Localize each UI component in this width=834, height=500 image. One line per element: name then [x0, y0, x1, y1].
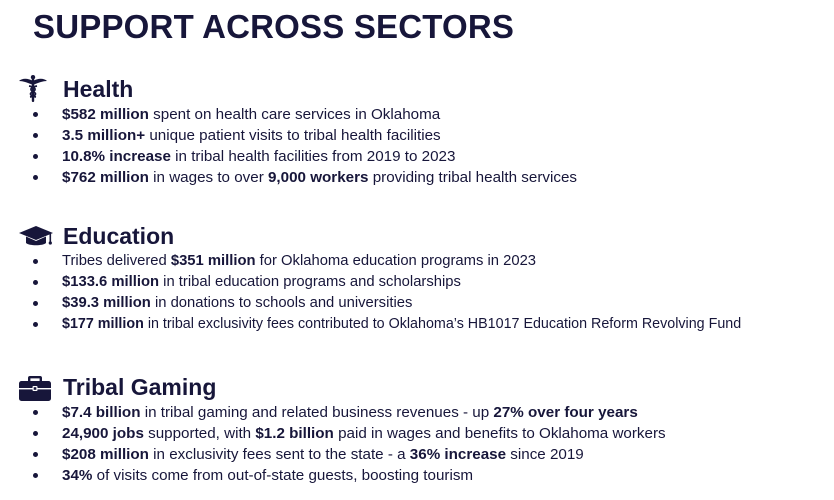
education-section	[18, 221, 834, 335]
list-item	[18, 465, 834, 486]
education-header	[18, 221, 834, 251]
list-item	[18, 423, 834, 444]
stat-value: $177 million	[62, 316, 144, 332]
health-header	[18, 74, 834, 104]
education-list	[18, 251, 834, 335]
stat-text: in tribal health facilities from 2019 to 2023	[170, 148, 456, 165]
page-title: SUPPORT ACROSS SECTORS	[33, 8, 515, 45]
graduation-cap-icon	[18, 221, 60, 251]
health-title: Health	[63, 75, 134, 102]
stat-text: in wages to over	[148, 169, 268, 186]
tribal-gaming-title: Tribal Gaming	[63, 373, 217, 400]
stat-value: 27% over four years	[493, 404, 638, 421]
stat-text: in tribal education programs and scholarships	[159, 274, 461, 290]
stat-text: spent on health care services in Oklahoma	[148, 106, 441, 123]
list-item	[18, 251, 834, 272]
stat-value: 34%	[62, 467, 93, 484]
stat-value: $133.6 million	[62, 274, 160, 290]
stat-value: 3.5 million+	[62, 127, 146, 144]
list-item	[18, 444, 834, 465]
health-section	[18, 74, 834, 188]
stat-text: unique patient visits to tribal health facilities	[145, 127, 441, 144]
caduceus-icon	[18, 74, 60, 104]
stat-text: in tribal exclusivity fees contributed to Oklahoma’s HB1017 Education Reform Revolving Fund	[143, 316, 742, 332]
stat-text: of visits come from out-of-state guests, boosting tourism	[92, 467, 474, 484]
list-item	[18, 314, 834, 335]
list-item	[18, 402, 834, 423]
tribal-gaming-list	[18, 402, 834, 486]
stat-value: $39.3 million	[62, 295, 151, 311]
stat-text: since 2019	[506, 446, 584, 463]
health-list	[18, 104, 834, 188]
stat-value: $582 million	[62, 106, 149, 123]
list-item	[18, 146, 834, 167]
stat-value: $7.4 billion	[62, 404, 141, 421]
stat-text: Tribes delivered	[62, 253, 171, 269]
stat-text: paid in wages and benefits to Oklahoma workers	[333, 425, 666, 442]
stat-text: in tribal gaming and related business revenues - up	[140, 404, 494, 421]
stat-value: $1.2 billion	[255, 425, 334, 442]
list-item	[18, 104, 834, 125]
education-title: Education	[63, 222, 175, 249]
stat-value: $762 million	[62, 169, 149, 186]
stat-text: supported, with	[143, 425, 256, 442]
list-item	[18, 167, 834, 188]
briefcase-icon	[18, 372, 60, 402]
stat-value: 9,000 workers	[267, 169, 369, 186]
tribal-gaming-section	[18, 372, 834, 486]
stat-text: providing tribal health services	[368, 169, 577, 186]
stat-text: in exclusivity fees sent to the state - a	[148, 446, 410, 463]
stat-value: 36% increase	[409, 446, 507, 463]
list-item	[18, 125, 834, 146]
list-item	[18, 272, 834, 293]
list-item	[18, 293, 834, 314]
tribal-gaming-header	[18, 372, 834, 402]
stat-value: $208 million	[62, 446, 149, 463]
stat-value: $351 million	[170, 253, 256, 269]
stat-text: in donations to schools and universities	[150, 295, 413, 311]
stat-value: 10.8% increase	[62, 148, 171, 165]
stat-text: for Oklahoma education programs in 2023	[255, 253, 537, 269]
stat-value: 24,900 jobs	[62, 425, 144, 442]
